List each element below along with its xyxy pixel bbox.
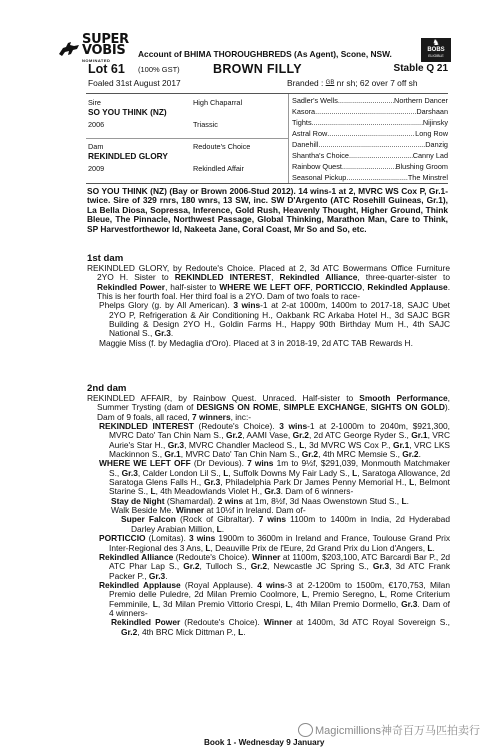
progeny-entry: Walk Beside Me. Winner at 10½f in Ireland. Dam of- [111,505,306,516]
ancestor-row [292,95,448,106]
logo-line1: SUPER [82,32,129,47]
progeny-entry: Maggie Miss (f. by Medaglia d'Oro). Placed at 3 in 2018-19, 2d ATC TAB Rewards H. [99,337,413,348]
second-dam-heading: 2nd dam [87,383,127,394]
crest-icon: ♞ [432,38,440,47]
ancestor-sire: Long Row [415,129,448,138]
sire-summary: SO YOU THINK (NZ) (Bay or Brown 2006-Stud 2012). 14 wins-1 at 2, MVRC WS Cox P, Gr.1-twice. Sire of 329 rnrs, 180 wnrs, 13 SW, inc. SW D'Argento (ATC Rosehill Guineas, Gr.1), La Bella Diosa, Sopressa, Inference, Gold Rush, Heavenly Thought, Higher Ground, Think Bleue, The Pinnacle, Northwest Passage, Global Thinking, Marathon Man, Care to Think, SP Harvestforthewor ld, Nakeeta Jane, Coral Coast, Mr So and So, etc. [87,186,448,234]
progeny-entry: Rekindled Applause (Royal Applause). 4 wins-3 at 2-1200m to 1500m, €170,753, Milan Premio delle Puledre, 2d Milan Premio Coolmore, L, Premio Seregno, L, Rome Criterium Femminile, L, 3d Milan Premio Vittorio Crespi, L, 4th Milan Premio Dormello, Gr.3. Dam of 4 winners- [99,579,450,618]
vendor-account: Account of BHIMA THOROUGHBREDS (As Agent), Scone, NSW. [138,49,392,59]
gst-note: (100% GST) [138,65,180,74]
dam-dam: Rekindled Affair [193,164,244,173]
progeny-entry: Stay de Night (Shamardal). 2 wins at 1m, 8½f, 3d Naas Owenstown Stud S., L. [111,495,409,506]
ancestor-name: Kasora [292,107,316,116]
ancestor-sire: Darshaan [416,107,448,116]
ancestor-name: Seasonal Pickup [292,173,347,182]
sire-dam: Triassic [193,120,218,129]
lot-line [88,62,448,76]
dam-paragraph: REKINDLED GLORY, by Redoute's Choice. Placed at 2, 3d ATC Bowermans Office Furniture 2YO H. Sister to REKINDLED INTEREST, Rekindled Alliance, three-quarter-sister to Rekindled Power, half-sister to WHERE WE LEFT OFF, PORTICCIO, Rekindled Applause. This is her fourth foal. Her third foal is a 2YO. Dam of two foals to race- [87,263,451,302]
ancestor-row [292,117,448,128]
first-dam-heading: 1st dam [87,253,124,264]
ancestor-sire: Danzig [425,140,448,149]
branded-suffix: nr sh; 62 over 7 off sh [336,78,418,88]
progeny-entry: WHERE WE LEFT OFF (Dr Devious). 7 wins 1m to 9½f, $291,039, Monmouth Matchmaker S., Gr.3, Calder London Lil S., L, Suffolk Downs My Fair Lady S., L, Saratoga Allowance, 2d Saratoga Glens Falls H., Gr.3, Philadelphia Park Dr James Penny Memorial H., L, Belmont Starine S., L, 4th Meadowlands Violet H., Gr.3. Dam of 6 winners- [99,458,450,497]
bobs-line1: BOBS [427,47,445,53]
ancestor-name: Astral Row [292,129,328,138]
ancestor-row [292,128,448,139]
ancestor-sire: Northern Dancer [394,96,448,105]
progeny-entry: Rekindled Power (Redoute's Choice). Winner at 1400m, 3d ATC Royal Sovereign S., Gr.2, 4th BRC Mick Dittman P., L. [111,617,450,637]
ancestor-name: Shantha's Choice [292,151,349,160]
watermark: Magicmillions神奇百万马匹拍卖行 [315,725,481,737]
ancestor-sire: Canny Lad [412,151,448,160]
ancestor-sire: Nijinsky [422,118,448,127]
stable-number: Stable Q 21 [393,63,448,74]
pedigree-divider [288,94,289,183]
bobs-line2: ELIGIBLE [428,54,444,58]
first-dam-text [87,264,450,348]
ancestor-name: Danehill [292,140,319,149]
sire-sire: High Chaparral [193,98,243,107]
dam-paragraph: REKINDLED AFFAIR, by Rainbow Quest. Unraced. Half-sister to Smooth Performance, Summer Trysting (dam of DESIGNS ON ROME, SIMPLE EXCHANGE, SIGHTS ON GOLD). Dam of 9 foals, all raced, 7 winners, inc:- [87,393,450,422]
bobs-logo [421,38,451,62]
ancestor-name: Sadler's Wells [292,96,338,105]
progeny-entry: PORTICCIO (Lomitas). 3 wins 1900m to 3600m in Ireland and France, Toulouse Grand Prix Inter-Regional des 3 Ans, L, Deauville Prix de l'Eure, 2d Grand Prix du Lion d'Angers, L. [99,533,451,553]
sex-colour: BROWN FILLY [213,62,302,76]
ancestor-row [292,172,448,183]
horse-icon [58,40,80,58]
logo-line3: NOMINATED [82,58,111,63]
dam-name: REKINDLED GLORY [88,151,168,161]
logo-line2: VOBIS [82,43,126,58]
ancestor-name: Tights [292,118,312,127]
ancestor-row [292,139,448,150]
pedigree-table [86,93,448,184]
progeny-entry: Phelps Glory (g. by All American). 3 wins-1 at 2-at 1000m, 1400m to 2017-18, SAJC Ubet 2YO P, Refrigeration & Air Conditioning H., Oakbank RC Arkaba Hotel H., 3d SAJC BGR Building & Design 2YO H., Goldin Farms H., Happy 90th Birthday Mum H., 4th SAJC National S., Gr.3. [99,300,450,339]
dam-year: 2009 [88,164,105,173]
sire-label: Sire [88,98,101,107]
branded-prefix: Branded : [287,78,324,88]
brand-description [287,78,418,88]
ancestor-name: Rainbow Quest [292,162,342,171]
sire-year: 2006 [88,120,105,129]
progeny-entry: Rekindled Alliance (Redoute's Choice). Winner at 1100m, $203,100, ATC Barcardi Bar P., 2d ATC Phar Lap S., Gr.2, Tulloch S., Gr.2, Newcastle JC Spring S., Gr.3, 3d ATC Frank Packer P., Gr.3. [99,551,451,581]
pedigree-divider [86,138,288,139]
dam-label: Dam [88,142,104,151]
sire-name: SO YOU THINK (NZ) [88,107,167,117]
brand-mark: GB [325,80,335,86]
progeny-entry: REKINDLED INTEREST (Redoute's Choice). 3 wins-1 at 2-1000m to 2040m, $921,300, MVRC Dato' Tan Chin Nam S., Gr.2, AAMI Vase, Gr.2, 2d ATC George Ryder S., Gr.1, VRC Aurie's Star H., Gr.3, MVRC Chandler Macleod S., L, 3d MVRC WS Cox P., Gr.1, VRC LKS Mackinnon S., Gr.1, MVRC Dato' Tan Chin Nam S., Gr.2, 4th MRC Memsie S., Gr.2. [99,421,451,460]
ancestor-row [292,150,448,161]
second-dam-text [87,394,450,637]
super-vobis-logo [58,34,132,64]
ancestor-sire: Blushing Groom [395,162,448,171]
ancestor-sire: The Minstrel [407,173,448,182]
lot-number: Lot 61 [88,62,125,76]
progeny-entry: Super Falcon (Rock of Gibraltar). 7 wins 1100m to 1400m in India, 2d Hyderabad Darley Arabian Million, L. [121,514,450,534]
wechat-icon [298,723,313,737]
page-footer: Book 1 - Wednesday 9 January [204,738,325,747]
ancestor-row [292,106,448,117]
ancestor-row [292,161,448,172]
foaled-date: Foaled 31st August 2017 [88,78,181,88]
dam-sire: Redoute's Choice [193,142,251,151]
